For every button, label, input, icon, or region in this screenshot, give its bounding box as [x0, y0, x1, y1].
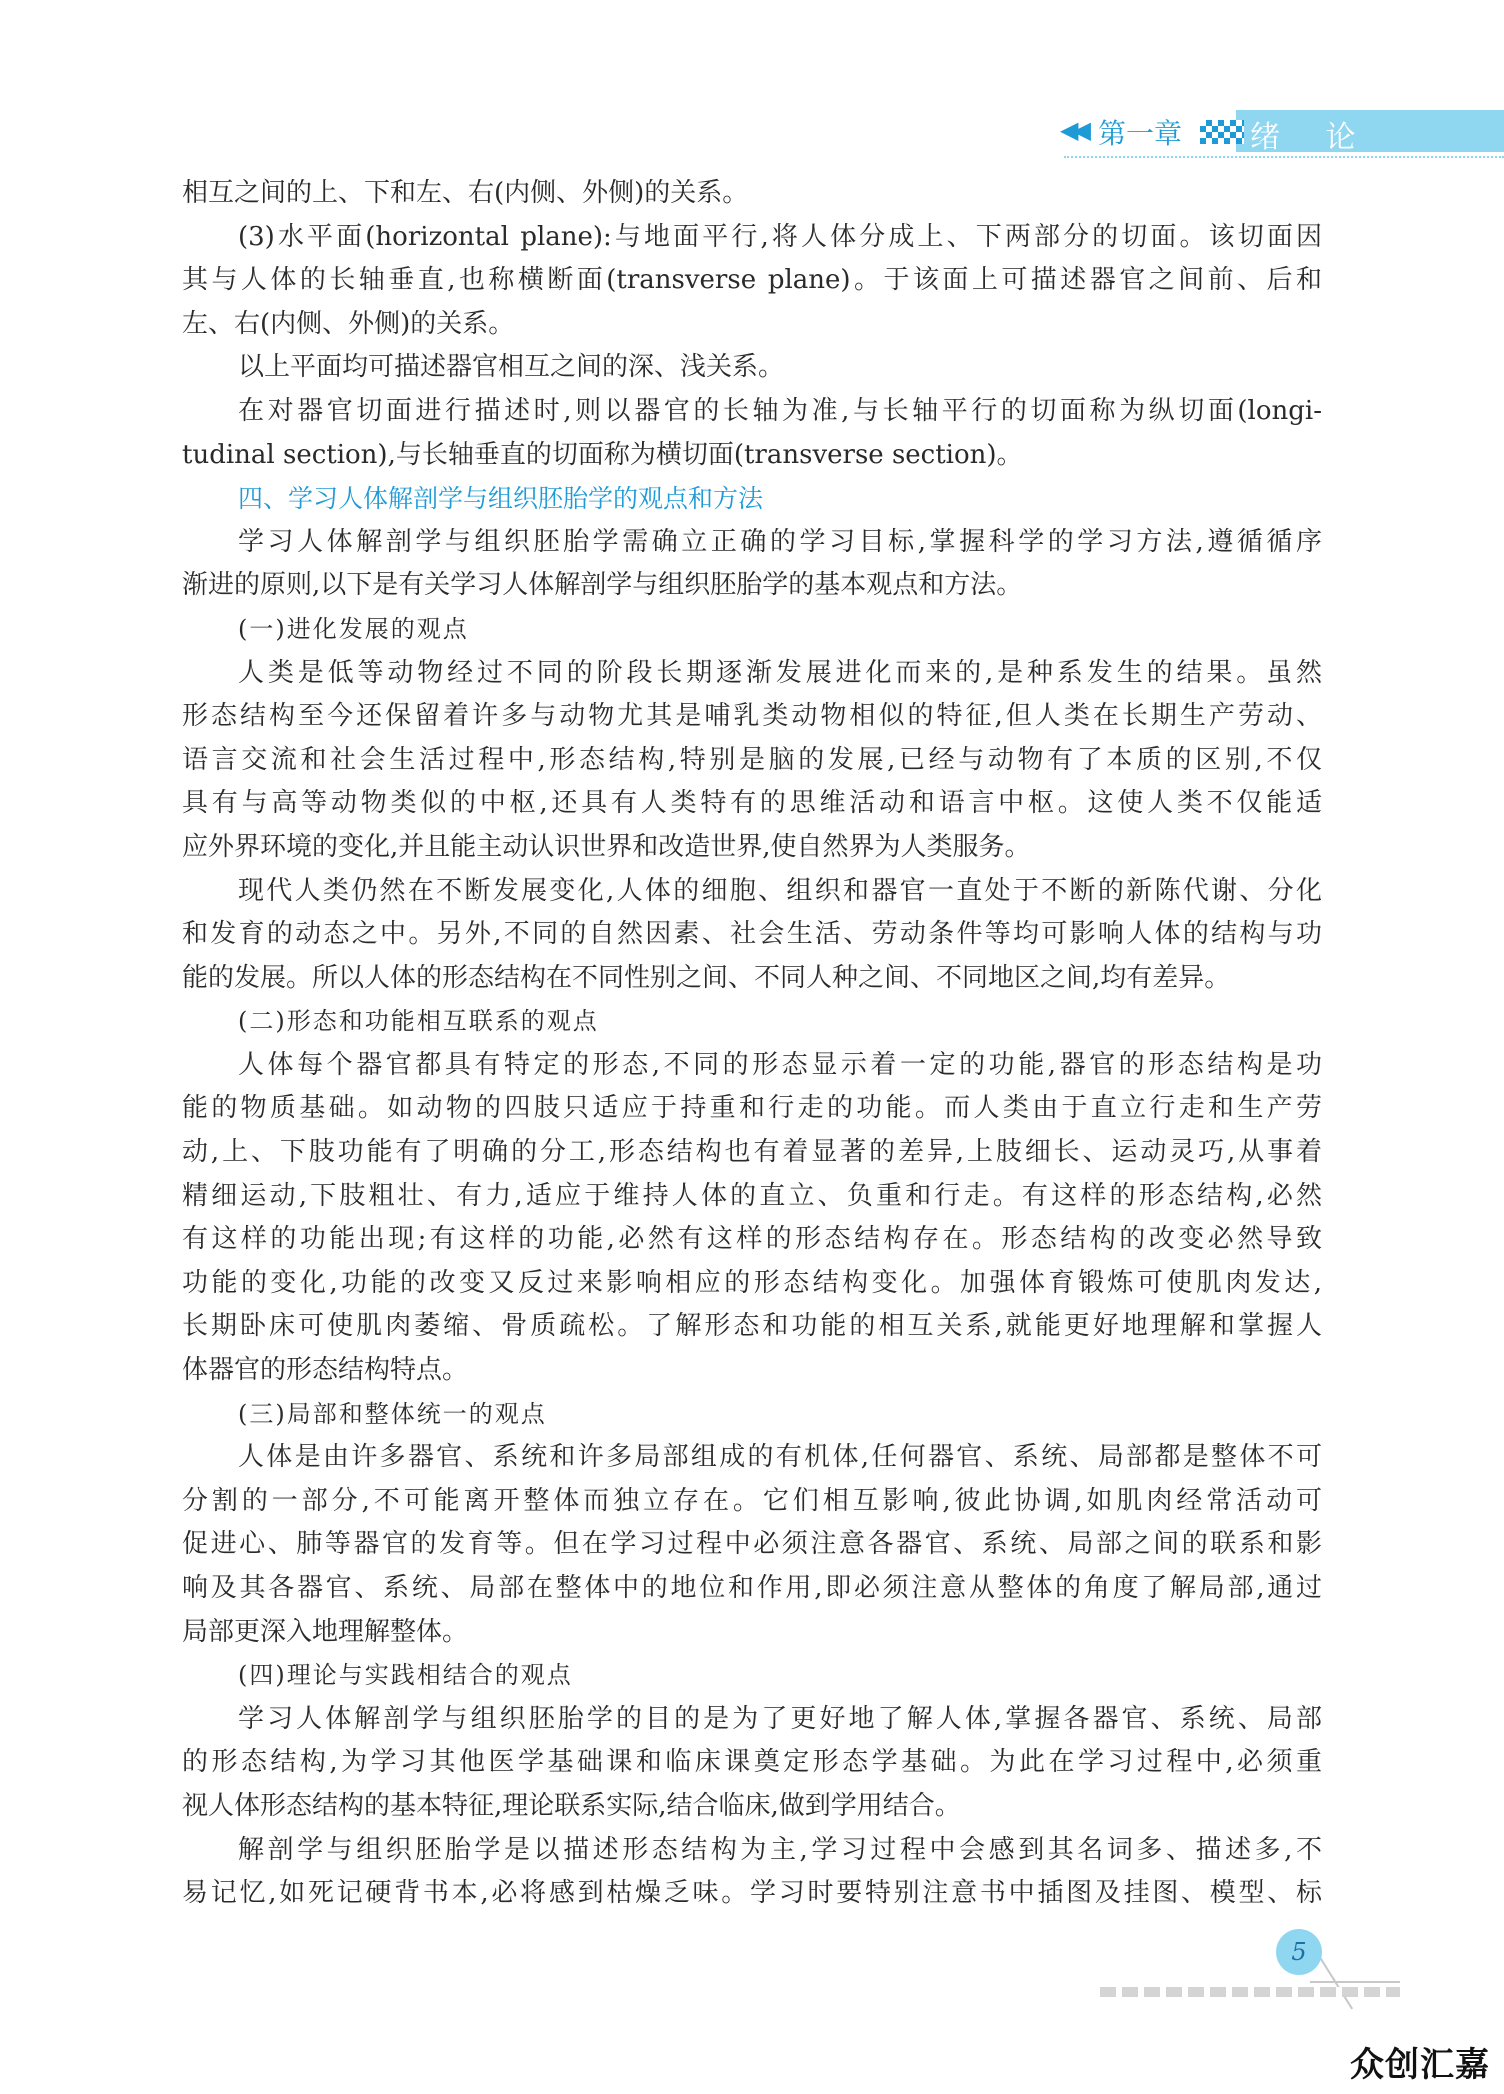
text-line: 动,上、下肢功能有了明确的分工,形态结构也有着显著的差异,上肢细长、运动灵巧,从事着 — [182, 1137, 1322, 1168]
page-body — [182, 172, 1322, 1916]
watermark-logo: 众创汇嘉 — [1350, 2045, 1490, 2085]
text-line: 形态结构至今还保留着许多与动物尤其是哺乳类动物相似的特征,但人类在长期生产劳动、 — [182, 701, 1322, 732]
text-line: 其与人体的长轴垂直,也称横断面(transverse plane)。于该面上可描述器官之间前、后和 — [182, 265, 1322, 296]
text-line: 能的物质基础。如动物的四肢只适应于持重和行走的功能。而人类由于直立行走和生产劳 — [182, 1093, 1322, 1124]
text-line: 学习人体解剖学与组织胚胎学的目的是为了更好地了解人体,掌握各器官、系统、局部 — [238, 1703, 1322, 1734]
text-line: 应外界环境的变化,并且能主动认识世界和改造世界,使自然界为人类服务。 — [182, 831, 1031, 862]
text-line: 功能的变化,功能的改变又反过来影响相应的形态结构变化。加强体育锻炼可使肌肉发达, — [182, 1267, 1322, 1298]
subsection-heading: (三)局部和整体统一的观点 — [238, 1399, 547, 1428]
text-line: 精细运动,下肢粗壮、有力,适应于维持人体的直立、负重和行走。有这样的形态结构,必然 — [182, 1180, 1322, 1211]
text-line: tudinal section),与长轴垂直的切面称为横切面(transverse section)。 — [182, 439, 1023, 470]
text-line: 相互之间的上、下和左、右(内侧、外侧)的关系。 — [182, 178, 749, 208]
subsection-heading: (二)形态和功能相互联系的观点 — [238, 1007, 599, 1036]
checker-pattern — [1200, 120, 1244, 144]
subsection-heading: (四)理论与实践相结合的观点 — [238, 1661, 573, 1690]
text-line: 人类是低等动物经过不同的阶段长期逐渐发展进化而来的,是种系发生的结果。虽然 — [238, 657, 1322, 688]
chapter-label: 第一章 — [1098, 117, 1183, 150]
double-left-arrow-icon: ◀◀ — [1060, 116, 1085, 144]
chapter-title: 绪 论 — [1250, 120, 1374, 155]
section-heading: 四、学习人体解剖学与组织胚胎学的观点和方法 — [238, 484, 764, 514]
text-line: 视人体形态结构的基本特征,理论联系实际,结合临床,做到学用结合。 — [182, 1790, 961, 1821]
text-line: 在对器官切面进行描述时,则以器官的长轴为准,与长轴平行的切面称为纵切面(longi- — [238, 395, 1322, 426]
text-line: 体器官的形态结构特点。 — [182, 1355, 469, 1386]
text-line: 解剖学与组织胚胎学是以描述形态结构为主,学习过程中会感到其名词多、描述多,不 — [238, 1834, 1322, 1865]
text-line: 人体是由许多器官、系统和许多局部组成的有机体,任何器官、系统、局部都是整体不可 — [238, 1442, 1322, 1473]
text-line: 促进心、肺等器官的发育等。但在学习过程中必须注意各器官、系统、局部之间的联系和影 — [182, 1529, 1322, 1560]
text-line: 的形态结构,为学习其他医学基础课和临床课奠定形态学基础。为此在学习过程中,必须重 — [182, 1747, 1322, 1778]
text-line: 语言交流和社会生活过程中,形态结构,特别是脑的发展,已经与动物有了本质的区别,不仅 — [182, 744, 1322, 775]
text-line: 易记忆,如死记硬背书本,必将感到枯燥乏味。学习时要特别注意书中插图及挂图、模型、标 — [182, 1878, 1322, 1909]
text-line: 具有与高等动物类似的中枢,还具有人类特有的思维活动和语言中枢。这使人类不仅能适 — [182, 788, 1322, 819]
text-line: 人体每个器官都具有特定的形态,不同的形态显示着一定的功能,器官的形态结构是功 — [238, 1049, 1322, 1080]
footer-stripe — [1100, 1987, 1400, 1997]
text-line: 有这样的功能出现;有这样的功能,必然有这样的形态结构存在。形态结构的改变必然导致 — [182, 1224, 1322, 1255]
subsection-heading: (一)进化发展的观点 — [238, 614, 469, 643]
chapter-header — [1060, 106, 1504, 156]
page-number: 5 — [1276, 1929, 1322, 1975]
text-line: 左、右(内侧、外侧)的关系。 — [182, 308, 515, 339]
text-line: (3)水平面(horizontal plane):与地面平行,将人体分成上、下两部分的切面。该切面因 — [238, 221, 1322, 252]
text-line: 长期卧床可使肌肉萎缩、骨质疏松。了解形态和功能的相互关系,就能更好地理解和掌握人 — [182, 1311, 1322, 1342]
text-line: 以上平面均可描述器官相互之间的深、浅关系。 — [238, 352, 785, 383]
text-line: 分割的一部分,不可能离开整体而独立存在。它们相互影响,彼此协调,如肌肉经常活动可 — [182, 1485, 1322, 1516]
text-line: 现代人类仍然在不断发展变化,人体的细胞、组织和器官一直处于不断的新陈代谢、分化 — [238, 875, 1322, 906]
text-line: 能的发展。所以人体的形态结构在不同性别之间、不同人种之间、不同地区之间,均有差异。 — [182, 962, 1231, 993]
text-line: 渐进的原则,以下是有关学习人体解剖学与组织胚胎学的基本观点和方法。 — [182, 570, 1023, 601]
text-line: 和发育的动态之中。另外,不同的自然因素、社会生活、劳动条件等均可影响人体的结构与功 — [182, 919, 1322, 950]
text-line: 学习人体解剖学与组织胚胎学需确立正确的学习目标,掌握科学的学习方法,遵循循序 — [238, 526, 1322, 557]
header-dotted-rule — [1064, 156, 1504, 158]
text-line: 局部更深入地理解整体。 — [182, 1616, 469, 1647]
page-footer — [1100, 1925, 1400, 2015]
footer-rule — [1310, 1981, 1400, 1983]
text-line: 响及其各器官、系统、局部在整体中的地位和作用,即必须注意从整体的角度了解局部,通过 — [182, 1573, 1322, 1603]
